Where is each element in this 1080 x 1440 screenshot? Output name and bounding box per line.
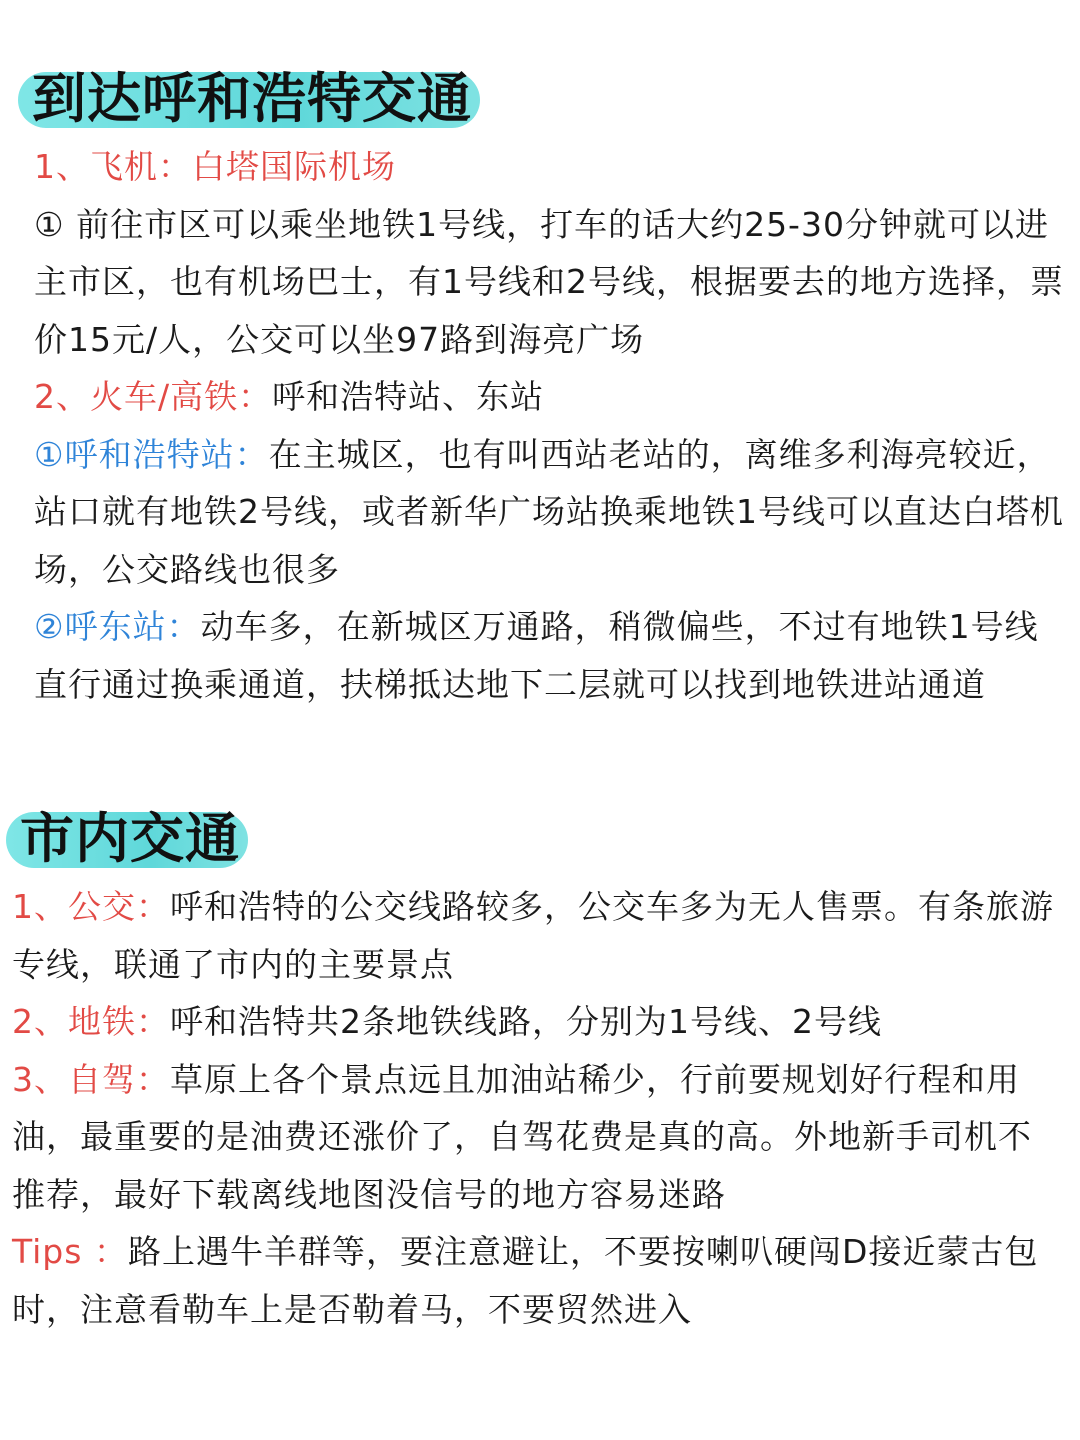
- section-body-arrival: [34, 138, 1064, 713]
- item-hohhot-east-station: ②呼东站：动车多，在新城区万通路，稍微偏些，不过有地铁1号线直行通过换乘通道，扶梯抵达地下二层就可以找到地铁进站通道: [34, 607, 1039, 704]
- item-tips: Tips ：路上遇牛羊群等，要注意避让，不要按喇叭硬闯D接近蒙古包时，注意看勒车上是否勒着马，不要贸然进入: [12, 1232, 1039, 1329]
- item-train: 2、火车/高铁：呼和浩特站、东站: [34, 377, 545, 416]
- item-airplane: 1、飞机：白塔国际机场: [34, 147, 396, 186]
- item-airplane-detail: ① 前往市区可以乘坐地铁1号线，打车的话大约25-30分钟就可以进主市区，也有机场巴士，有1号线和2号线，根据要去的地方选择，票价15元/人，公交可以坐97路到海亮广场: [34, 204, 1064, 359]
- item-self-drive: 3、自驾：草原上各个景点远且加油站稀少，行前要规划好行程和用油，最重要的是油费还涨价了，自驾花费是真的高。外地新手司机不推荐，最好下载离线地图没信号的地方容易迷路: [12, 1059, 1032, 1214]
- section-heading-city: 市内交通: [20, 808, 240, 870]
- section-heading-arrival: 到达呼和浩特交通: [32, 68, 472, 130]
- section-arrival-transport: [0, 68, 1080, 713]
- section-body-city: [12, 878, 1062, 1338]
- item-hohhot-station: ①呼和浩特站：在主城区，也有叫西站老站的，离维多利海亮较近，站口就有地铁2号线，或者新华广场站换乘地铁1号线可以直达白塔机场，公交路线也很多: [34, 434, 1064, 589]
- item-bus: 1、公交：呼和浩特的公交线路较多，公交车多为无人售票。有条旅游专线，联通了市内的主要景点: [12, 887, 1054, 984]
- item-metro: 2、地铁：呼和浩特共2条地铁线路，分别为1号线、2号线: [12, 1002, 882, 1041]
- section-city-transport: [0, 808, 1080, 1338]
